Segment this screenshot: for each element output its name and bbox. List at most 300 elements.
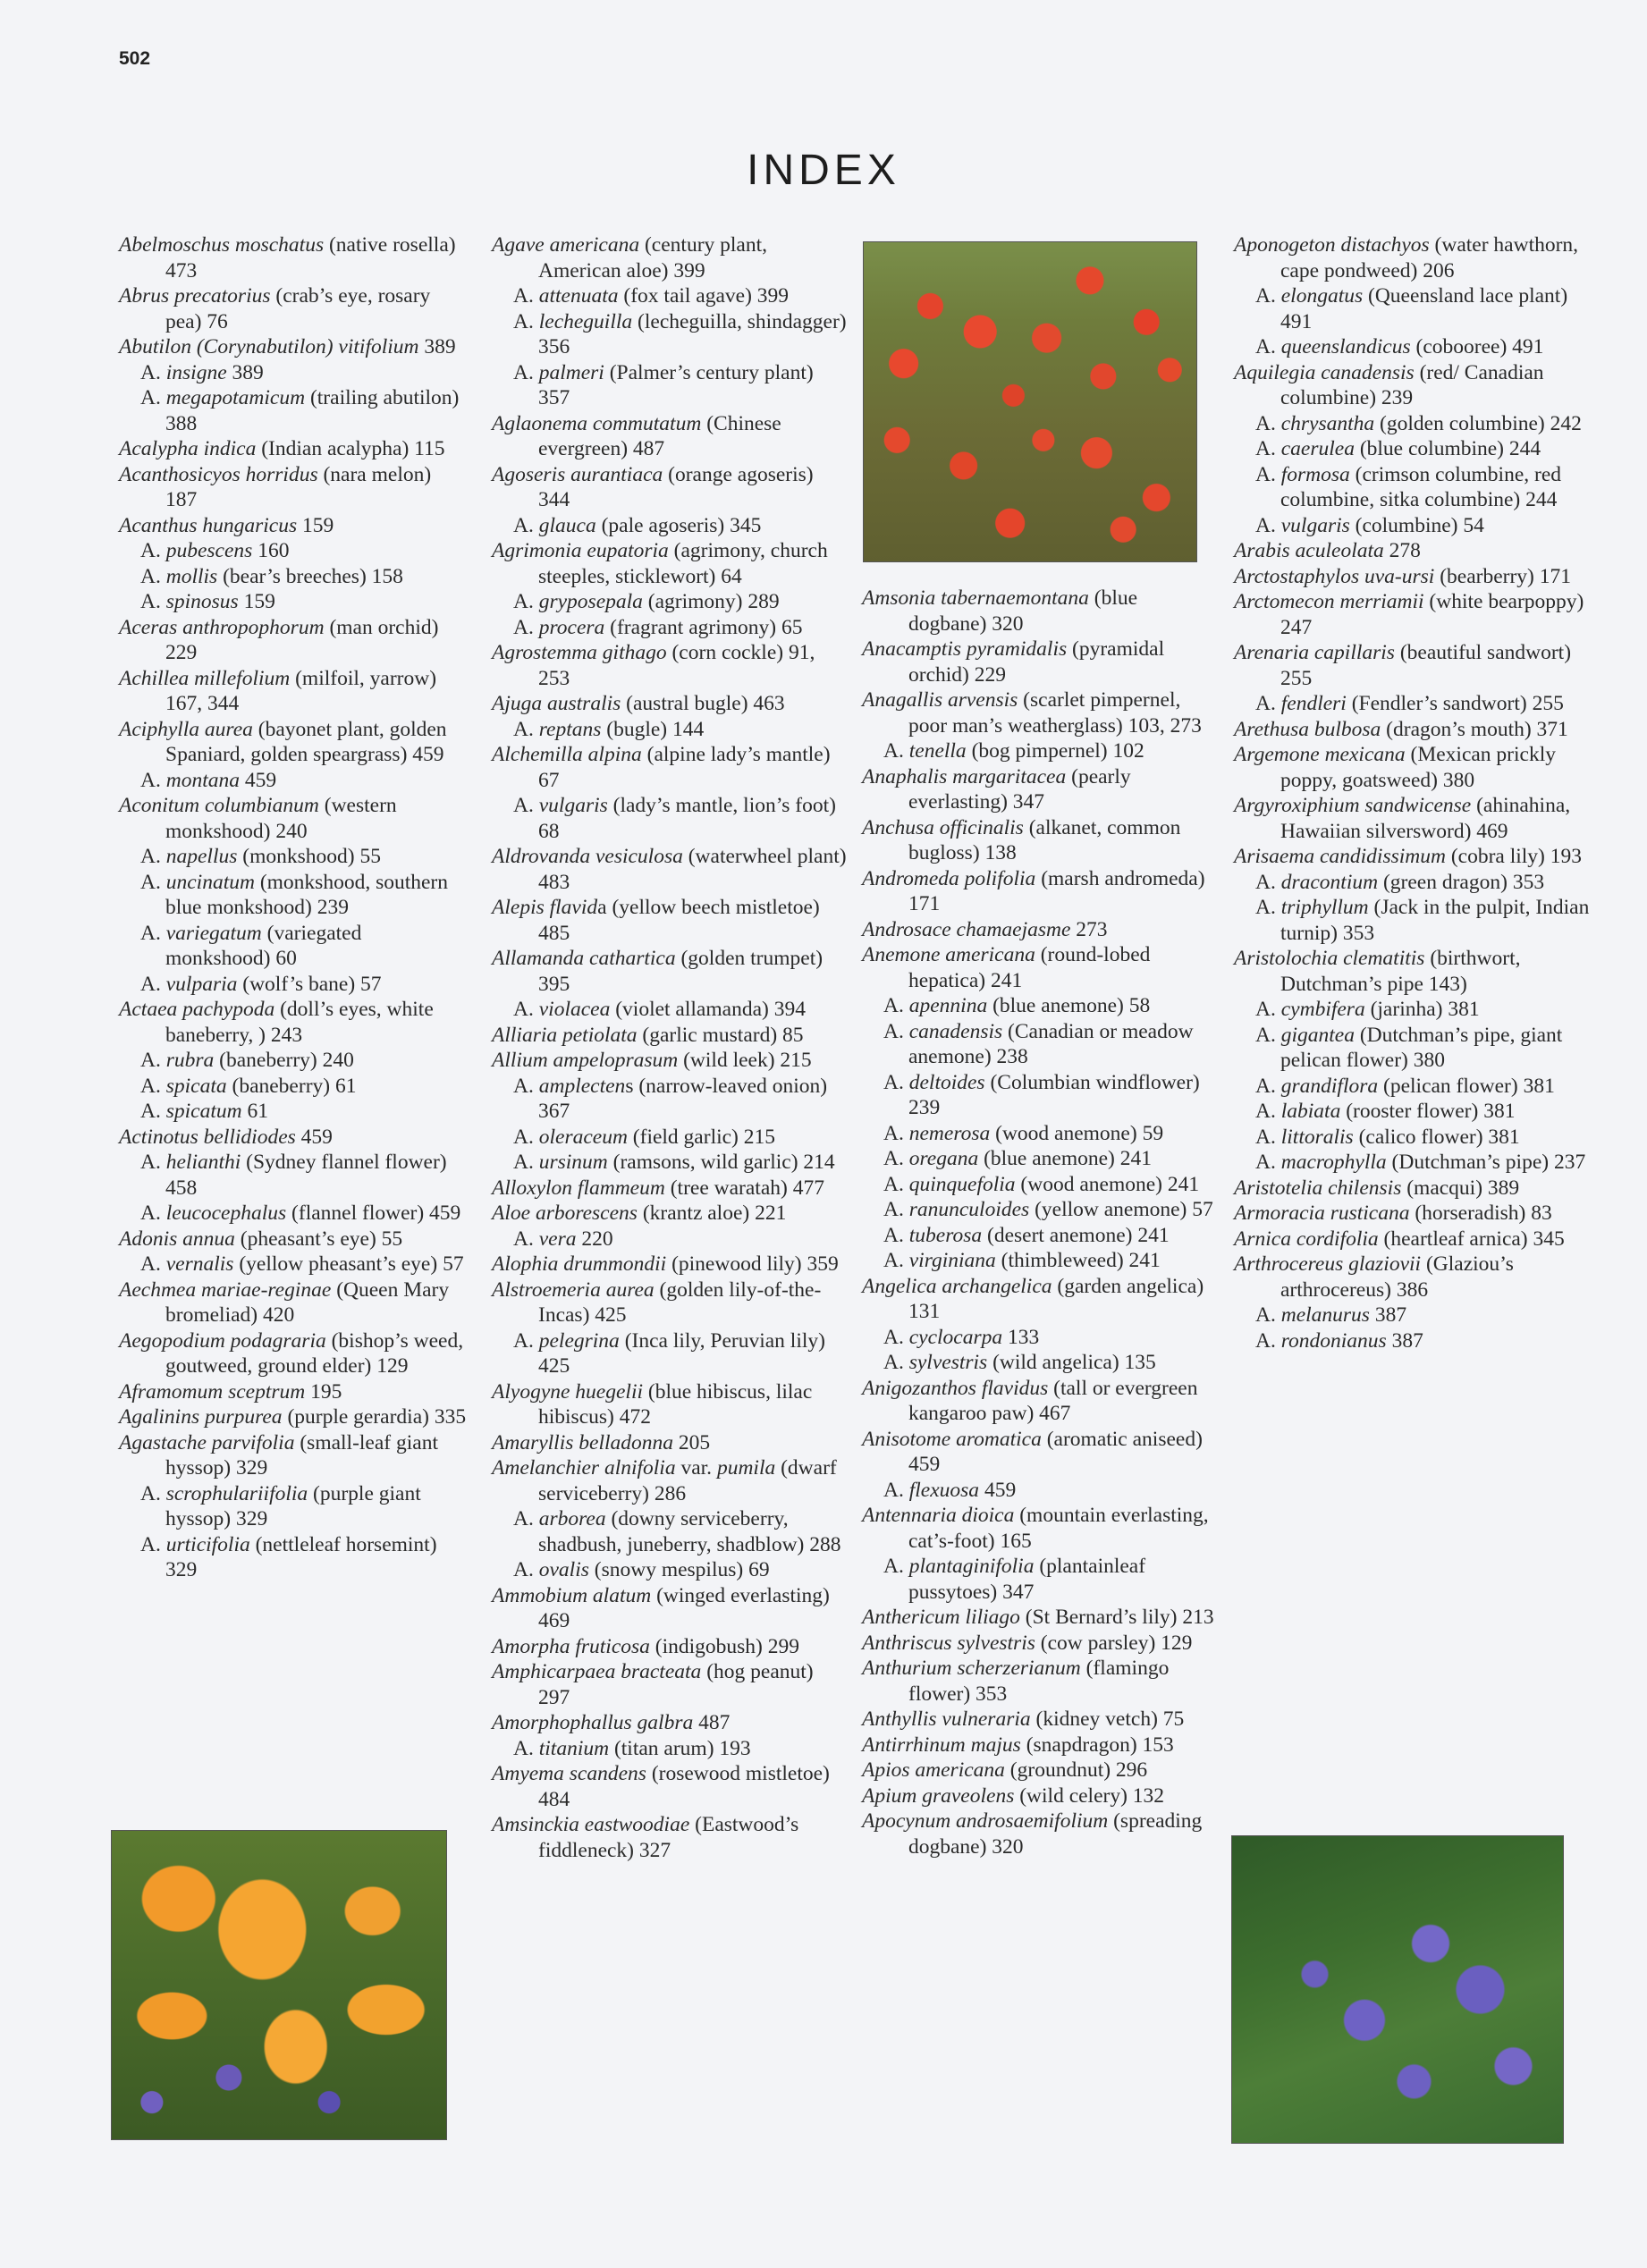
common-name-and-pages: (pelican flower) 381 <box>1378 1074 1555 1098</box>
scientific-name: tenella <box>908 739 967 763</box>
index-subentry <box>1234 513 1592 539</box>
scientific-name: Amorphophallus galbra <box>492 1711 694 1734</box>
common-name-and-pages: 389 <box>226 360 264 384</box>
index-entry <box>862 1427 1220 1478</box>
common-name-and-pages: (baneberry) 61 <box>226 1074 357 1098</box>
index-entry <box>862 1656 1220 1707</box>
common-name-and-pages: (red/ Canadian columbine) 239 <box>1280 360 1544 409</box>
genus-abbrev: A. <box>883 1172 909 1196</box>
scientific-name: Apocynum androsaemifolium <box>862 1809 1109 1833</box>
index-subentry <box>1234 283 1592 334</box>
genus-abbrev: A. <box>140 1100 166 1123</box>
index-entry <box>862 1605 1220 1631</box>
scientific-name: Anthericum liliago <box>862 1606 1020 1629</box>
scientific-name: Aristolochia clematitis <box>1234 947 1425 970</box>
index-subentry <box>1234 1023 1592 1074</box>
index-subentry <box>492 1150 849 1176</box>
scientific-name: cyclocarpa <box>908 1325 1003 1349</box>
genus-abbrev: A. <box>140 870 166 894</box>
index-subentry <box>1234 1150 1592 1176</box>
common-name-and-pages: (titan arum) 193 <box>609 1736 751 1760</box>
scientific-name: Anthurium scherzerianum <box>862 1657 1081 1680</box>
genus-abbrev: A. <box>883 1147 909 1170</box>
index-subentry <box>1234 895 1592 946</box>
common-name-and-pages: s (narrow-leaved onion) 367 <box>538 1074 828 1123</box>
common-name-and-pages: (alkanet, common bugloss) 138 <box>908 815 1181 864</box>
common-name-and-pages: (native rosella) 473 <box>165 233 456 282</box>
scientific-name: formosa <box>1280 462 1350 486</box>
common-name-and-pages: (century plant, American aloe) 399 <box>538 233 768 282</box>
scientific-name: Amelanchier alnifolia <box>492 1456 676 1480</box>
scientific-name: Arethusa bulbosa <box>1234 717 1381 741</box>
index-subentry <box>1234 691 1592 717</box>
scientific-name: triphyllum <box>1280 896 1369 919</box>
genus-abbrev: A. <box>140 1532 166 1556</box>
common-name-and-pages: (wild celery) 132 <box>1014 1783 1165 1808</box>
common-name-and-pages: (Fendler’s sandwort) 255 <box>1346 692 1564 715</box>
genus-abbrev: A. <box>1255 437 1281 460</box>
genus-abbrev: A. <box>883 1019 909 1043</box>
common-name-and-pages: (yellow pheasant’s eye) 57 <box>233 1252 464 1276</box>
index-subentry <box>862 1248 1220 1274</box>
index-subentry <box>1234 1303 1592 1328</box>
scientific-name: vera <box>538 1227 577 1251</box>
scientific-name: flexuosa <box>908 1478 980 1502</box>
index-entry <box>1234 1252 1592 1303</box>
common-name-and-pages: (violet allamanda) 394 <box>610 998 806 1021</box>
index-subentry <box>119 1074 468 1100</box>
common-name-and-pages: (Mexican prickly poppy, goatsweed) 380 <box>1280 743 1556 792</box>
common-name-and-pages: (Chinese evergreen) 487 <box>538 411 781 460</box>
genus-abbrev: A. <box>140 1252 166 1276</box>
genus-abbrev: A. <box>513 1125 539 1149</box>
common-name-and-pages: (cobra lily) 193 <box>1445 845 1583 868</box>
common-name-and-pages: (desert anemone) 241 <box>982 1223 1170 1247</box>
common-name-and-pages: (Palmer’s century plant) 357 <box>538 360 814 409</box>
common-name-and-pages: (thimbleweed) 241 <box>995 1249 1161 1272</box>
index-subentry <box>862 1070 1220 1121</box>
index-entry <box>862 1733 1220 1758</box>
common-name-and-pages: (pale agoseris) 345 <box>595 513 762 537</box>
genus-abbrev: A. <box>1255 1151 1281 1174</box>
common-name-and-pages: (Jack in the pulpit, Indian turnip) 353 <box>1280 896 1590 945</box>
common-name-and-pages: a (yellow beech mistletoe) 485 <box>538 896 820 945</box>
index-entry <box>492 1252 849 1277</box>
genus-abbrev: A. <box>1255 335 1281 358</box>
index-entry <box>1234 793 1592 844</box>
scientific-name: Arisaema candidissimum <box>1234 845 1446 868</box>
common-name-and-pages: (heartleaf arnica) 345 <box>1378 1227 1565 1251</box>
index-subentry <box>1234 411 1592 437</box>
index-entry <box>1234 844 1592 870</box>
scientific-name: Apium graveolens <box>862 1783 1015 1808</box>
common-name-and-pages: (Canadian or meadow anemone) 238 <box>908 1019 1194 1068</box>
genus-abbrev: A. <box>883 1121 909 1145</box>
genus-abbrev: A. <box>140 539 166 562</box>
common-name-and-pages: (alpine lady’s mantle) 67 <box>538 743 831 792</box>
index-subentry <box>1234 1099 1592 1125</box>
scientific-name: montana <box>165 768 240 792</box>
common-name-and-pages: (fragrant agrimony) 65 <box>604 615 803 639</box>
index-entry <box>492 1379 849 1430</box>
common-name-and-pages: (cobooree) 491 <box>1410 335 1544 358</box>
genus-abbrev: A. <box>513 284 539 308</box>
index-entry <box>492 640 849 691</box>
scientific-name: Aceras anthropophorum <box>119 615 325 639</box>
index-subentry <box>492 283 849 309</box>
common-name-and-pages: 459 <box>979 1478 1017 1502</box>
scientific-name: Anthriscus sylvestris <box>862 1631 1035 1655</box>
common-name-and-pages: (Sydney flannel flower) 458 <box>165 1151 447 1200</box>
scientific-name: Allamanda cathartica <box>492 947 676 970</box>
index-entry <box>1234 1201 1592 1227</box>
common-name-and-pages: (bugle) 144 <box>601 717 705 741</box>
index-subentry <box>1234 1328 1592 1354</box>
scientific-name: arborea <box>538 1507 606 1530</box>
genus-abbrev: A. <box>883 1198 909 1221</box>
common-name-and-pages: (blue anemone) 58 <box>987 994 1151 1017</box>
scientific-name: Anisotome aromatica <box>862 1427 1042 1451</box>
index-entry <box>492 1023 849 1049</box>
scientific-name: lecheguilla <box>538 309 633 333</box>
genus-abbrev: A. <box>1255 1074 1281 1098</box>
red-poppies-photo <box>863 241 1197 562</box>
common-name-and-pages: (blue anemone) 241 <box>978 1147 1153 1170</box>
scientific-name: leucocephalus <box>165 1201 287 1225</box>
scientific-name: Aponogeton distachyos <box>1234 233 1430 257</box>
scientific-name: rondonianus <box>1280 1328 1387 1353</box>
scientific-name: virginiana <box>908 1249 996 1272</box>
genus-abbrev: A. <box>1255 896 1281 919</box>
scientific-name: Anchusa officinalis <box>862 815 1024 839</box>
common-name-and-pages: (hog peanut) 297 <box>538 1660 814 1709</box>
common-name-and-pages: (rosewood mistletoe) 484 <box>538 1762 830 1811</box>
common-name-and-pages: 387 <box>1369 1303 1407 1327</box>
common-name-and-pages: (Inca lily, Peruvian lily) 425 <box>538 1328 825 1378</box>
genus-abbrev: A. <box>883 1070 909 1094</box>
scientific-name: Achillea millefolium <box>119 666 291 690</box>
index-subentry <box>492 1227 849 1252</box>
common-name-and-pages: (agrimony) 289 <box>642 590 780 613</box>
index-subentry <box>492 615 849 641</box>
scientific-name: Amsinckia eastwoodiae <box>492 1813 690 1836</box>
index-entry <box>119 462 468 513</box>
genus-abbrev: A. <box>140 1074 166 1098</box>
common-name-and-pages: var. <box>675 1456 717 1480</box>
scientific-name: Abrus precatorius <box>119 284 271 308</box>
scientific-name: Aloe arborescens <box>492 1201 638 1225</box>
common-name-and-pages: (columbine) 54 <box>1349 513 1484 537</box>
scientific-name: spicata <box>165 1074 227 1098</box>
index-entry <box>862 1783 1220 1809</box>
scientific-name: napellus <box>165 845 238 868</box>
scientific-name: helianthi <box>165 1151 241 1174</box>
genus-abbrev: A. <box>513 1151 539 1174</box>
index-subentry <box>862 1146 1220 1172</box>
scientific-name: Alepis flavid <box>492 896 598 919</box>
genus-abbrev: A. <box>1255 1328 1281 1353</box>
index-entry <box>1234 946 1592 997</box>
index-subentry <box>119 385 468 436</box>
index-subentry <box>1234 436 1592 462</box>
index-subentry <box>119 360 468 386</box>
genus-abbrev: A. <box>883 1325 909 1349</box>
genus-abbrev: A. <box>513 998 539 1021</box>
index-entry <box>492 691 849 717</box>
scientific-name: titanium <box>538 1736 610 1760</box>
index-entry <box>1234 742 1592 793</box>
common-name-and-pages: (nettleleaf horsemint) 329 <box>165 1532 437 1581</box>
index-subentry <box>1234 334 1592 360</box>
index-entry <box>492 411 849 462</box>
common-name-and-pages: (marsh andromeda) 171 <box>908 866 1205 915</box>
genus-abbrev: A. <box>883 1351 909 1374</box>
index-subentry <box>119 1532 468 1583</box>
scientific-name: megapotamicum <box>165 386 306 409</box>
scientific-name: Arthrocereus glaziovii <box>1234 1252 1422 1276</box>
index-entry <box>1234 640 1592 691</box>
index-entry <box>119 283 468 334</box>
genus-abbrev: A. <box>513 1074 539 1098</box>
genus-abbrev: A. <box>1255 870 1281 894</box>
common-name-and-pages: (yellow anemone) 57 <box>1029 1198 1213 1221</box>
genus-abbrev: A. <box>883 1555 909 1578</box>
genus-abbrev: A. <box>513 1558 539 1581</box>
common-name-and-pages: (cow parsley) 129 <box>1035 1631 1193 1655</box>
genus-abbrev: A. <box>513 717 539 741</box>
golden-poppies-photo <box>111 1830 447 2140</box>
index-entry <box>119 1277 468 1328</box>
index-entry <box>862 1808 1220 1859</box>
genus-abbrev: A. <box>140 845 166 868</box>
scientific-name: Antirrhinum majus <box>862 1733 1021 1757</box>
index-subentry <box>119 1252 468 1277</box>
scientific-name: plantaginifolia <box>908 1555 1035 1578</box>
common-name-and-pages: (wood anemone) 59 <box>990 1121 1164 1145</box>
common-name-and-pages: (wolf’s bane) 57 <box>237 972 382 996</box>
scientific-name: Armoracia rusticana <box>1234 1201 1410 1225</box>
index-subentry <box>862 1325 1220 1351</box>
common-name-and-pages: (monkshood, southern blue monkshood) 239 <box>165 870 449 919</box>
common-name-and-pages: (Eastwood’s fiddleneck) 327 <box>538 1813 799 1862</box>
scientific-name: Aechmea mariae-reginae <box>119 1277 332 1302</box>
scientific-name: Aciphylla aurea <box>119 717 253 741</box>
genus-abbrev: A. <box>513 1507 539 1530</box>
scientific-name: glauca <box>538 513 596 537</box>
index-entry <box>862 1274 1220 1325</box>
index-entry <box>862 1707 1220 1733</box>
index-column-3 <box>862 586 1220 1859</box>
scientific-name: urticifolia <box>165 1532 250 1556</box>
scientific-name: Anagallis arvensis <box>862 688 1018 712</box>
index-entry <box>492 895 849 946</box>
scientific-name: rubra <box>165 1049 215 1072</box>
genus-abbrev: A. <box>140 1151 166 1174</box>
scientific-name: Amphicarpaea bracteata <box>492 1660 702 1683</box>
genus-abbrev: A. <box>513 615 539 639</box>
scientific-name: Angelica archangelica <box>862 1274 1052 1298</box>
index-subentry <box>119 921 468 972</box>
scientific-name: pubescens <box>165 539 253 562</box>
index-subentry <box>862 738 1220 764</box>
index-entry <box>119 1379 468 1405</box>
scientific-name: Anaphalis margaritacea <box>862 764 1067 788</box>
scientific-name: pumila <box>716 1456 776 1480</box>
scientific-name: pelegrina <box>538 1328 620 1353</box>
scientific-name: littoralis <box>1280 1125 1354 1149</box>
index-entry <box>862 1631 1220 1657</box>
common-name-and-pages: (scarlet pimpernel, poor man’s weatherglass) 103, 273 <box>908 688 1202 738</box>
common-name-and-pages: (trailing abutilon) 388 <box>165 386 460 435</box>
scientific-name: Amorpha fruticosa <box>492 1634 650 1658</box>
scientific-name: mollis <box>165 564 218 588</box>
common-name-and-pages: (austral bugle) 463 <box>621 692 785 715</box>
common-name-and-pages: (small-leaf giant hyssop) 329 <box>165 1430 438 1480</box>
genus-abbrev: A. <box>140 1481 166 1505</box>
scientific-name: Amsonia tabernaemontana <box>862 586 1089 610</box>
index-entry <box>119 1227 468 1252</box>
genus-abbrev: A. <box>1255 998 1281 1021</box>
genus-abbrev: A. <box>1255 462 1281 486</box>
common-name-and-pages: 459 <box>295 1125 333 1149</box>
genus-abbrev: A. <box>513 513 539 537</box>
common-name-and-pages: (pyramidal orchid) 229 <box>908 637 1165 687</box>
common-name-and-pages: (crimson columbine, red columbine, sitka columbine) 244 <box>1280 462 1562 511</box>
index-entry <box>119 1404 468 1430</box>
common-name-and-pages: (garden angelica) 131 <box>908 1274 1204 1323</box>
index-subentry <box>492 1736 849 1762</box>
scientific-name: Arabis aculeolata <box>1234 539 1384 562</box>
common-name-and-pages: (indigobush) 299 <box>649 1634 800 1658</box>
scientific-name: Aegopodium podagraria <box>119 1328 326 1353</box>
index-entry <box>492 742 849 793</box>
index-entry <box>119 717 468 768</box>
common-name-and-pages: (ahinahina, Hawaiian silversword) 469 <box>1280 794 1571 843</box>
common-name-and-pages: (rooster flower) 381 <box>1340 1100 1516 1123</box>
index-column-4 <box>1234 232 1592 1353</box>
scientific-name: Arctostaphylos uva-ursi <box>1234 564 1435 588</box>
scientific-name: Adonis annua <box>119 1227 235 1251</box>
common-name-and-pages: (downy serviceberry, shadbush, juneberry, shadblow) 288 <box>538 1507 841 1556</box>
scientific-name: canadensis <box>908 1019 1003 1043</box>
scientific-name: Apios americana <box>862 1758 1005 1782</box>
index-entry <box>119 1328 468 1379</box>
genus-abbrev: A. <box>513 360 539 384</box>
index-subentry <box>862 1019 1220 1070</box>
index-entry <box>862 942 1220 993</box>
index-entry <box>1234 1227 1592 1252</box>
scientific-name: deltoides <box>908 1070 985 1094</box>
common-name-and-pages: (agrimony, church steeples, sticklewort) 64 <box>538 539 828 588</box>
index-subentry <box>862 1554 1220 1605</box>
scientific-name: attenuata <box>538 284 619 308</box>
scientific-name: elongatus <box>1280 284 1364 308</box>
common-name-and-pages: (kidney vetch) 75 <box>1030 1707 1185 1731</box>
scientific-name: Alstroemeria aurea <box>492 1277 655 1302</box>
common-name-and-pages: (lecheguilla, shindagger) 356 <box>538 309 847 358</box>
genus-abbrev: A. <box>883 739 909 763</box>
scientific-name: Amyema scandens <box>492 1762 646 1785</box>
genus-abbrev: A. <box>513 1736 539 1760</box>
genus-abbrev: A. <box>883 1249 909 1272</box>
common-name-and-pages: 459 <box>239 768 277 792</box>
common-name-and-pages: (monkshood) 55 <box>237 845 381 868</box>
scientific-name: Agrostemma githago <box>492 641 667 664</box>
common-name-and-pages: (purple giant hyssop) 329 <box>165 1481 421 1530</box>
index-subentry <box>492 1125 849 1151</box>
index-subentry <box>492 1557 849 1583</box>
scientific-name: uncinatum <box>165 870 255 894</box>
common-name-and-pages: (Glaziou’s arthrocereus) 386 <box>1280 1252 1514 1302</box>
scientific-name: Aldrovanda vesiculosa <box>492 845 683 868</box>
scientific-name: reptans <box>538 717 602 741</box>
scientific-name: labiata <box>1280 1100 1341 1123</box>
genus-abbrev: A. <box>513 794 539 817</box>
common-name-and-pages: (beautiful sandwort) 255 <box>1280 641 1572 690</box>
scientific-name: spicatum <box>165 1100 242 1123</box>
scientific-name: Androsace chamaejasme <box>862 917 1071 941</box>
index-column-1 <box>119 232 468 1583</box>
genus-abbrev: A. <box>140 921 166 945</box>
index-entry <box>119 1430 468 1481</box>
scientific-name: Argemone mexicana <box>1234 743 1406 766</box>
common-name-and-pages: (wood anemone) 241 <box>1015 1172 1200 1196</box>
index-entry <box>492 1455 849 1506</box>
common-name-and-pages: (flamingo flower) 353 <box>908 1657 1170 1706</box>
scientific-name: Alophia drummondii <box>492 1252 667 1276</box>
index-column-2 <box>492 232 849 1863</box>
common-name-and-pages: (snowy mespilus) 69 <box>588 1558 770 1581</box>
scientific-name: Aristotelia chilensis <box>1234 1176 1402 1200</box>
scientific-name: vernalis <box>165 1252 234 1276</box>
common-name-and-pages: (birthwort, Dutchman’s pipe 143) <box>1280 947 1521 996</box>
common-name-and-pages: (field garlic) 215 <box>627 1125 776 1149</box>
common-name-and-pages: (macqui) 389 <box>1401 1176 1520 1200</box>
index-subentry <box>119 589 468 615</box>
index-subentry <box>119 1048 468 1074</box>
index-entry <box>492 1710 849 1736</box>
common-name-and-pages: (Dutchman’s pipe) 237 <box>1386 1151 1586 1174</box>
scientific-name: Argyroxiphium sandwicense <box>1234 794 1472 817</box>
common-name-and-pages: (bog pimpernel) 102 <box>966 739 1144 763</box>
index-subentry <box>119 1201 468 1227</box>
common-name-and-pages: (lady’s mantle, lion’s foot) 68 <box>538 794 836 843</box>
common-name-and-pages: (water hawthorn, cape pondweed) 206 <box>1280 233 1579 282</box>
common-name-and-pages: (tree waratah) 477 <box>664 1176 824 1200</box>
index-entry <box>119 666 468 717</box>
index-entry <box>1234 232 1592 283</box>
scientific-name: amplecten <box>538 1074 626 1098</box>
scientific-name: Anacamptis pyramidalis <box>862 637 1068 661</box>
index-subentry <box>119 1481 468 1532</box>
common-name-and-pages: (Queensland lace plant) 491 <box>1280 284 1568 333</box>
index-entry <box>119 793 468 844</box>
index-subentry <box>862 1350 1220 1376</box>
scientific-name: chrysantha <box>1280 411 1375 435</box>
scientific-name: Andromeda polifolia <box>862 866 1036 890</box>
index-entry <box>119 997 468 1048</box>
common-name-and-pages: (St Bernard’s lily) 213 <box>1019 1606 1214 1629</box>
scientific-name: Acanthosicyos horridus <box>119 462 318 486</box>
common-name-and-pages: 159 <box>297 513 334 537</box>
common-name-and-pages: (horseradish) 83 <box>1409 1201 1552 1225</box>
index-subentry <box>119 1099 468 1125</box>
common-name-and-pages: 387 <box>1386 1328 1423 1353</box>
scientific-name: Anemone americana <box>862 943 1035 966</box>
common-name-and-pages: (white bearpoppy) 247 <box>1280 590 1584 639</box>
common-name-and-pages: 205 <box>673 1430 711 1454</box>
common-name-and-pages: (bayonet plant, golden Spaniard, golden speargrass) 459 <box>165 717 447 766</box>
